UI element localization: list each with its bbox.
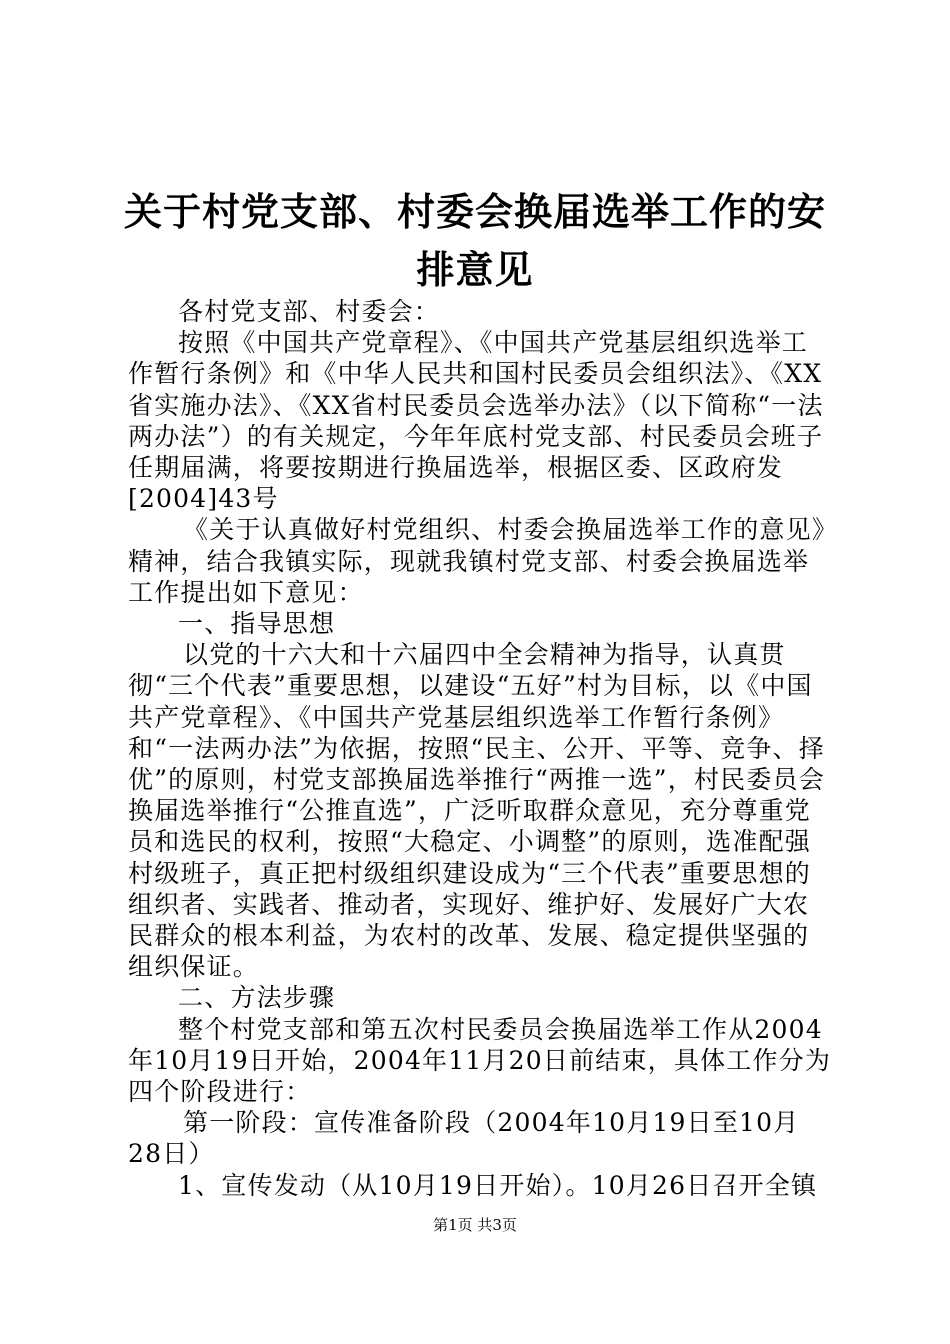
document-title: 关于村党支部、村委会换届选举工作的安排意见 [123, 190, 826, 292]
section-heading-guiding-thought: 一、指导思想 [178, 609, 336, 639]
paragraph-stage-one: 第一阶段：宣传准备阶段（2004年10月19日至10月28日） [128, 1108, 800, 1169]
document-body [128, 296, 832, 1201]
paragraph-intro-continued: 《关于认真做好村党组织、村委会换届选举工作的意见》精神，结合我镇实际，现就我镇村党支部、村委会换届选举工作提出如下意见： [128, 515, 826, 607]
paragraph-methods: 整个村党支部和第五次村民委员会换届选举工作从2004年10月19日开始，2004年11月20日前结束，具体工作分为四个阶段进行： [128, 1014, 832, 1107]
paragraph-guiding-thought: 以党的十六大和十六届四中全会精神为指导，认真贯彻“三个代表”重要思想，以建设“五好”村为目标，以《中国共产党章程》、《中国共产党基层组织选举工作暂行条例》和“一法两办法”为依据，按照“民主、公开、平等、竞争、择优”的原则，村党支部换届选举推行“两推一选”，村民委员会换届选举推行“公推直选”，广泛听取群众意见，充分尊重党员和选民的权利，按照“大稳定、小调整”的原则，选准配强村级班子，真正把村级组织建设成为“三个代表”重要思想的组织者、实践者、推动者，实现好、维护好、发展好广大农民群众的根本利益，为农村的改革、发展、稳定提供坚强的组织保证。 [128, 640, 825, 982]
paragraph-salutation: 各村党支部、村委会： [178, 297, 441, 326]
page-footer: 第1页 共3页 [433, 1216, 517, 1234]
paragraph-intro: 按照《中国共产党章程》、《中国共产党基层组织选举工作暂行条例》和《中华人民共和国村民委员会组织法》、《XX省实施办法》、《XX省村民委员会选举办法》（以下简称“一法两办法”）的有关规定，今年年底村党支部、村民委员会班子任期届满，将要按期进行换届选举，根据区委、区政府发[2004]43号 [128, 328, 824, 514]
section-heading-methods: 二、方法步骤 [178, 983, 336, 1013]
paragraph-publicity: 1、宣传发动（从10月19日开始）。10月26日召开全镇 [178, 1170, 818, 1200]
